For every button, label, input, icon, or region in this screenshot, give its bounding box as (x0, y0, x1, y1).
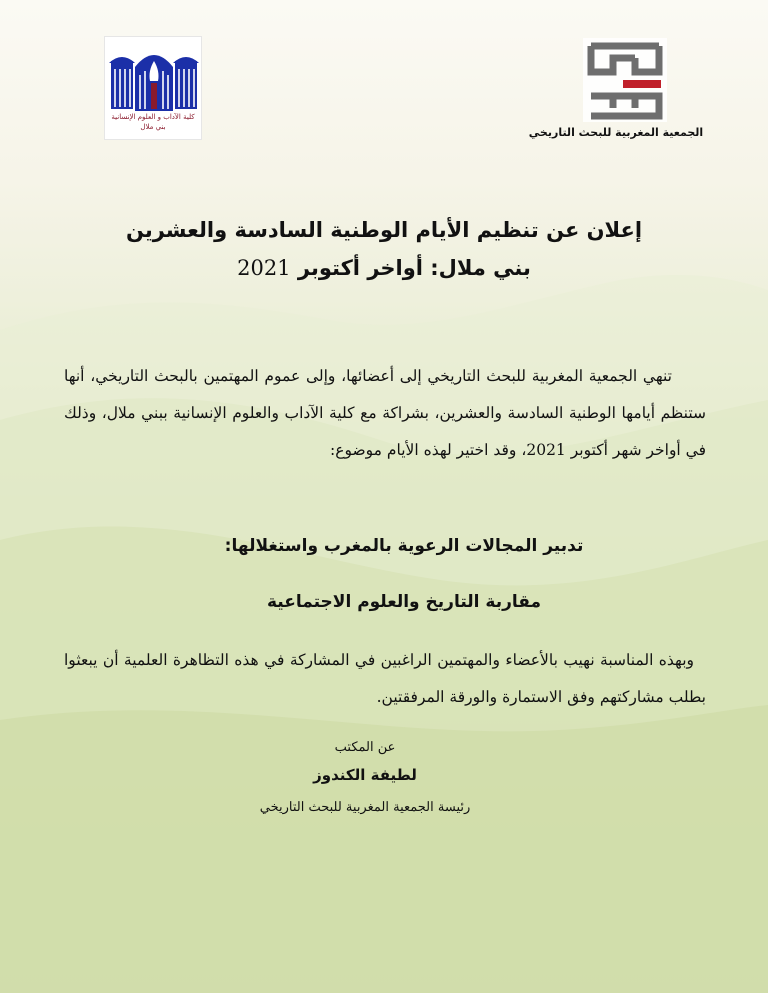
faculty-logo (104, 36, 202, 140)
signature-role: رئيسة الجمعية المغربية للبحث التاريخي (259, 800, 471, 815)
signature-name: لطيفة الكندوز (313, 766, 417, 784)
faculty-logo-city: بني ملال (140, 123, 166, 131)
association-name: الجمعية المغربية للبحث التاريخي (528, 126, 704, 139)
faculty-logo-caption: كلية الآداب و العلوم الإنسانية (111, 113, 195, 121)
faculty-building-icon (105, 41, 203, 113)
signature-on-behalf: عن المكتب (334, 740, 396, 755)
intro-paragraph: تنهي الجمعية المغربية للبحث التاريخي إلى أعضائها، وإلى عموم المهتمين بالبحث التاريخي، أنها ستنظم أيامها الوطنية السادسة والعشرين، بشراكة مع كلية الآداب والعلوم الإنسانية ببني ملال، وذلك في أواخر شهر أكتوبر 2021، وقد اختير لهذه الأيام موضوع: (64, 367, 706, 459)
announcement-subtitle (60, 256, 708, 280)
call-for-participation-paragraph: وبهذه المناسبة نهيب بالأعضاء والمهتمين الراغبين في المشاركة في هذه التظاهرة العلمية أن يبعثوا بطلب مشاركتهم وفق الاستمارة والورقة المرفقتين. (64, 651, 706, 706)
subtitle-year: 2021 (237, 256, 291, 280)
announcement-title: إعلان عن تنظيم الأيام الوطنية السادسة والعشرين (125, 218, 643, 242)
topic-subtitle: مقاربة التاريخ والعلوم الاجتماعية (266, 592, 542, 612)
topic-title: تدبير المجالات الرعوية بالمغرب واستغلالها: (224, 536, 584, 556)
subtitle-place: بني ملال: أواخر أكتوبر (290, 256, 531, 280)
association-monogram-icon (583, 38, 667, 122)
